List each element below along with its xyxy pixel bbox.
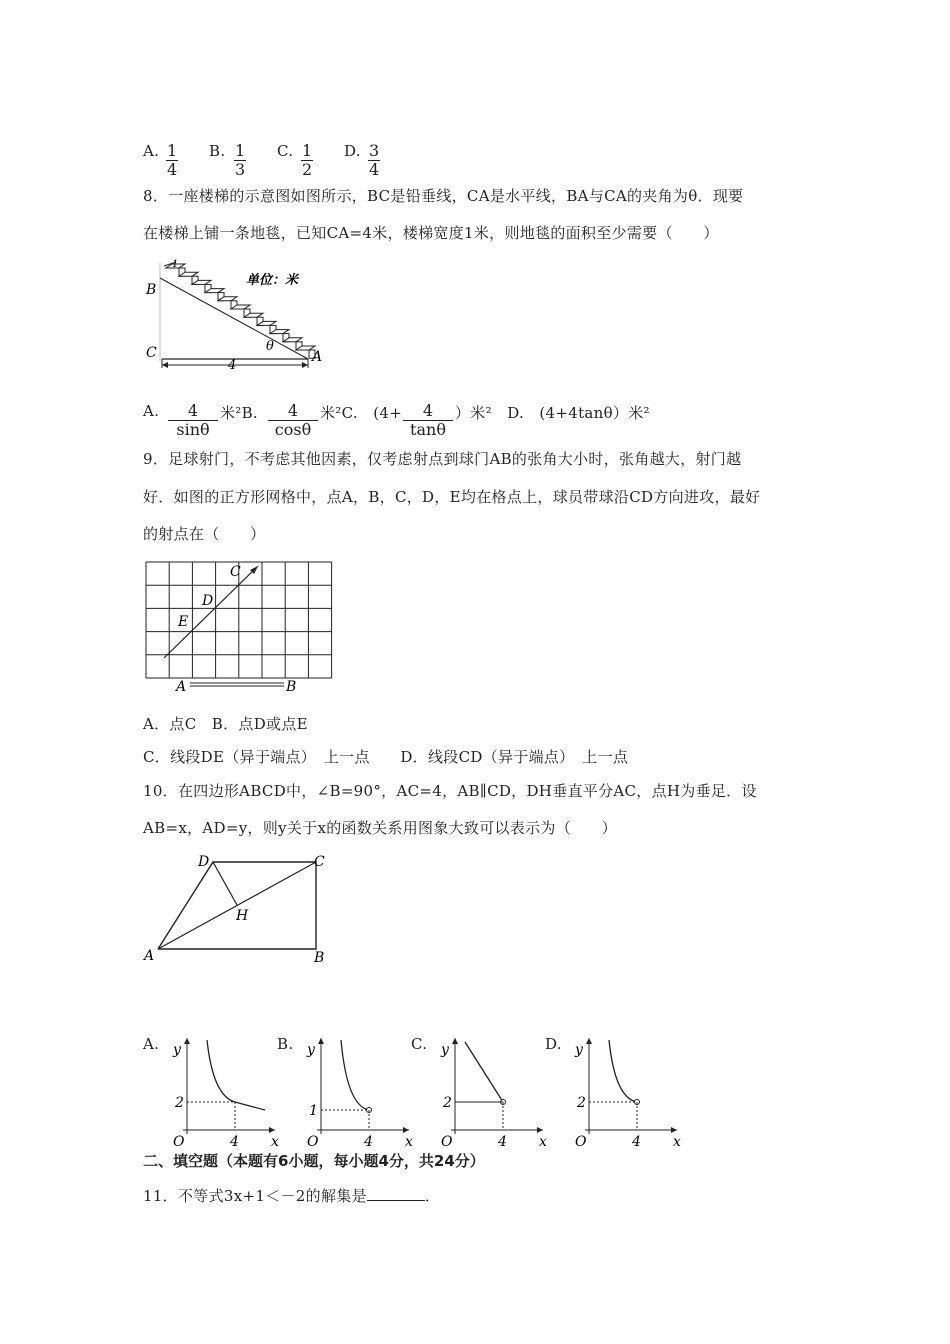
q8-option-b-fraction	[268, 402, 318, 439]
q7-option-c-letter: C.	[277, 142, 294, 160]
answer-blank	[367, 1188, 425, 1201]
function-curve	[341, 1040, 369, 1110]
point-a-label: A	[312, 349, 323, 365]
point-c-label: C	[230, 564, 241, 580]
q9-grid-figure	[144, 560, 334, 695]
function-curve	[609, 1040, 637, 1102]
point-d-label: D	[202, 593, 214, 609]
y-axis-arrow	[586, 1038, 592, 1044]
q11-text	[143, 1185, 440, 1206]
q8-option-c-fraction	[403, 402, 453, 439]
q8-option-a-letter: A.	[143, 402, 160, 420]
origin-label: O	[575, 1134, 587, 1150]
unit-label: 单位：米	[246, 273, 299, 288]
q11-period: ．	[424, 1187, 441, 1205]
y-axis-label: y	[173, 1042, 181, 1058]
fraction-denominator: 3	[235, 160, 246, 179]
q7-option-a-fraction	[166, 142, 178, 179]
q8-stair-figure	[140, 258, 340, 373]
q9-text-line1: 9．足球射门，不考虑其他因素，仅考虑射点到球门AB的张角大小时，张角越大，射门越	[143, 450, 742, 468]
function-curve	[465, 1042, 503, 1102]
q11-question: 11．不等式3x+1＜－2的解集是	[143, 1187, 367, 1205]
point-b-label: B	[286, 679, 297, 695]
x-value-label: 4	[632, 1134, 641, 1150]
fraction-denominator: 4	[369, 160, 380, 179]
stair-slope	[160, 278, 308, 359]
function-graph	[433, 1032, 553, 1150]
y-axis-arrow	[452, 1038, 458, 1044]
q7-option-d-letter: D.	[344, 142, 361, 160]
q9-options-cd: C．线段DE（异于端点） 上一点 D．线段CD（异于端点） 上一点	[143, 748, 629, 766]
y-axis-arrow	[318, 1038, 324, 1044]
q9-options-ab: A．点C B．点D或点E	[143, 715, 308, 733]
graph-option-letter: A.	[143, 1035, 160, 1053]
x-value-label: 4	[364, 1134, 373, 1150]
origin-label: O	[307, 1134, 319, 1150]
function-graph	[567, 1032, 687, 1150]
graph-option-letter: C.	[411, 1035, 428, 1053]
fraction-denominator: tanθ	[410, 420, 446, 439]
fraction-numerator: 4	[268, 402, 318, 421]
x-axis-arrow	[403, 1127, 409, 1133]
q8-option-c-unit: ）米² D. (4+4tanθ）米²	[455, 404, 650, 422]
point-b-label: B	[146, 282, 157, 298]
q9-text-line3: 的射点在（ ）	[143, 525, 266, 543]
q7-option-a-letter: A.	[143, 142, 160, 160]
fraction-numerator: 1	[167, 141, 178, 160]
q10-text-line1: 10．在四边形ABCD中，∠B=90°，AC=4，AB∥CD，DH垂直平分AC，点H为垂足．设	[143, 782, 757, 800]
fraction-denominator: 4	[167, 160, 178, 179]
point-a-label: A	[144, 948, 155, 964]
stair-width-label: 1	[172, 259, 179, 270]
x-value-label: 4	[498, 1134, 507, 1150]
x-axis-arrow	[269, 1127, 275, 1133]
section-heading: 二、填空题（本题有6小题，每小题4分，共24分）	[143, 1152, 485, 1170]
point-a-label: A	[176, 679, 187, 695]
point-e-label: E	[178, 614, 189, 630]
function-graph	[299, 1032, 419, 1150]
q9-text-line2: 好．如图的正方形网格中，点A，B，C，D，E均在格点上，球员带球沿CD方向进攻，最好	[143, 488, 761, 506]
q10-text-line2: AB=x，AD=y，则y关于x的函数关系用图象大致可以表示为（ ）	[143, 819, 617, 837]
graph-option-letter: B.	[277, 1035, 294, 1053]
length-label: 4	[228, 358, 237, 373]
q8-option-a-fraction	[168, 402, 218, 439]
origin-label: O	[441, 1134, 453, 1150]
q8-option-a-unit: 米²B.	[220, 404, 259, 422]
x-axis-label: x	[673, 1134, 681, 1150]
fraction-numerator: 4	[168, 402, 218, 421]
function-curve	[207, 1040, 265, 1110]
fraction-numerator: 4	[403, 402, 453, 421]
point-b-label: B	[314, 950, 325, 966]
point-c-label: C	[146, 345, 157, 361]
y-axis-label: y	[575, 1042, 583, 1058]
y-axis-label: y	[441, 1042, 449, 1058]
point-h-label: H	[236, 908, 249, 924]
origin-label: O	[173, 1134, 185, 1150]
x-axis-label: x	[405, 1134, 413, 1150]
x-value-label: 4	[230, 1134, 239, 1150]
fraction-denominator: sinθ	[176, 420, 210, 439]
y-value-label: 1	[309, 1103, 318, 1119]
fraction-numerator: 3	[369, 141, 380, 160]
fraction-denominator: 2	[302, 160, 313, 179]
q8-text-line1: 8．一座楼梯的示意图如图所示，BC是铅垂线，CA是水平线，BA与CA的夹角为θ．现要	[143, 187, 744, 205]
q7-option-c-fraction	[301, 142, 313, 179]
q7-option-d-fraction	[368, 142, 380, 179]
q7-option-b-letter: B.	[209, 142, 226, 160]
q7-option-b-fraction	[234, 142, 246, 179]
point-d-label: D	[198, 854, 210, 870]
x-axis-label: x	[271, 1134, 279, 1150]
y-axis-arrow	[184, 1038, 190, 1044]
y-value-label: 2	[175, 1095, 184, 1111]
point-c-label: C	[314, 854, 325, 870]
theta-label: θ	[266, 339, 274, 354]
x-axis-arrow	[671, 1127, 677, 1133]
graph-option-letter: D.	[545, 1035, 562, 1053]
x-axis-label: x	[539, 1134, 547, 1150]
function-graph	[165, 1032, 285, 1150]
fraction-numerator: 1	[302, 141, 313, 160]
y-value-label: 2	[577, 1095, 586, 1111]
fraction-numerator: 1	[235, 141, 246, 160]
y-value-label: 2	[443, 1095, 452, 1111]
q8-text-line2: 在楼梯上铺一条地毯，已知CA=4米，楼梯宽度1米，则地毯的面积至少需要（ ）	[143, 224, 719, 242]
y-axis-label: y	[307, 1042, 315, 1058]
fraction-denominator: cosθ	[274, 420, 312, 439]
q8-option-b-unit: 米²C. (4+	[320, 404, 403, 422]
x-axis-arrow	[537, 1127, 543, 1133]
q10-quadrilateral-figure	[140, 848, 340, 968]
